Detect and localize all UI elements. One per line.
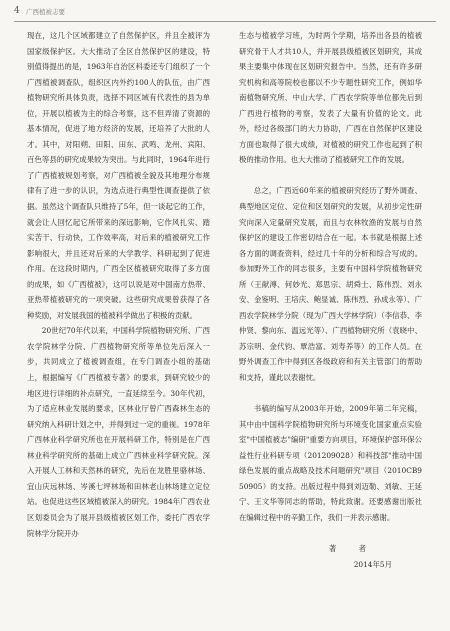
left-column bbox=[27, 28, 210, 541]
signature-block bbox=[239, 541, 422, 572]
running-title: 广西植被志要 bbox=[26, 8, 65, 16]
paragraph: 20世纪70年代以来，中国科学院植物研究所、广西农学院林学分院、广西植物研究所等单位先后深入一步，共同成立了植被调查组，在专门调查小组的基础上，根据编写《广西植被专著》的要求，到研究较少的地区进行详细的补点研究，一直延续至今。30年代初，为了适应林业发展的要求，区林业厅曾广西森林生态的研究纳入科研计划之中，并得到过一定的重视。1978年广西林业科学研究所也在开展科研工作，特别是在广西林业科学研究所的基础上成立广西林业科学研究院。深入开展人工林和天然林的研究，先后在龙胜里骆林场、宜山庆远林场、岑溪七坪林场和田林老山林场建立定位站。也促进这些区域植被深入的研究。1984年广西农业区划委员会为了展开县级植被区划工作，委托广西农学院林学分院开办 bbox=[27, 326, 210, 538]
paragraph: 书稿的编写从2003年开始，2009年第二年完稿，其中由中国科学院植物研究所与环境变化国家重点实验室"中国植被志"编研"重要方向项目，环境保护部环保公益性行业科研专项（201209028）和科技部"推动中国绿色发展的重点战略及技术问题研究"项目（2010CB950905）的支持。出版过程中得到刘迈勒、刘敏、王延宁、王文华等同志的帮助，特此致谢。还要感谢出版社在编辑过程中的辛勤工作，我们一并表示感谢。 bbox=[239, 404, 422, 522]
paragraph: 现在，这几个区域都建立了自然保护区，并且全被评为国家级保护区。大大推动了全区自然保护区的建设，特别值得提出的是，1963年自治区科委还专门组织了一个广西植被调查队，组织区内外约100人的队伍，由广西植物研究所具体负责，选择不同区域有代表性的县为单位，开展以植被为主的综合考察，这不但弄清了资源的基本情况，促进了地方经济的发展，还培养了大批的人才。其中，对阳朔、田阳、田东、武鸣、龙州、宾阳、百色等县的研究成果较为突出。与此同时，1964年进行了广西植被规划考察，对广西植被全貌及其地理分布规律有了进一步的认识，为选点进行典型性调查提供了依据。虽然这个调查队只维持了5年，但一谈起它的工作，就会让人回忆起它所带来的深远影响，它作风扎实、踏实苦干、行动快，工作效率高，对后来的植被研究工作影响很大，并且还对后来的大学教学、科研起到了促进作用。在这段时期内，广西全区植被研究取得了多方面的成果，如《广西植被》，这可以说是对中国南方热带、亚热带植被研究的一项突破。这些研究成果曾获得了各种奖励，对发展我国的植被科学做出了积极的贡献。 bbox=[27, 31, 210, 320]
page-number: 4 bbox=[14, 6, 20, 16]
page-header bbox=[0, 0, 450, 24]
author-line: 著 者 bbox=[328, 544, 376, 554]
header-divider bbox=[14, 21, 436, 22]
paragraph: 生态与植被学习班，为时两个学期，培养出各县的植被研究骨干人才共10人，并开展县级植被区划研究，其成果主要集中体现在区划研究报告中。当然，还有许多研究机构和高等院校也都以不少专题性研究工作，例如华南植物研究所、中山大学、广西农学院等单位都先后到广西进行植物的考察，发表了大量有价值的论文。此外，经过各级部门的大力协助，广西在自然保护区建设方面也取得了很大成绩，对植被的研究工作也起到了积极的推动作用。也大大推动了植被研究工作的发展。 bbox=[239, 31, 422, 165]
date-line: 2014年5月 bbox=[353, 559, 392, 569]
paragraph: 总之，广西近60年来的植被研究经历了野外调查、典型地区定位、定位和区划研究的发展，从初步定性研究向深入定量研究发展，而且与农林牧渔的发展与自然保护区的建设工作密切结合在一起。本书就是根据上述各方面的调查资料，经过几十年的分析和综合写成的。参加野外工作的同志很多，主要有中国科学院植物研究所（王献溥、何妙光、郑思宗、胡舜士、陈伟烈、刘永安、金鉴明、王培庆、鲍显诚、陈伟烈、孙成永等）、广西农学院林学分院（现为广西大学林学院）（李信恭、李仲贤、黎向东、温远光等）、广西植物研究所（袁晓中、苏宗明、金代钧、覃浩富、刘寿养等）的工作人员。在野外调查工作中得到区各级政府和有关主管部门的帮助和支持，谨此以表谢忱。 bbox=[239, 186, 422, 383]
right-column bbox=[239, 28, 422, 572]
